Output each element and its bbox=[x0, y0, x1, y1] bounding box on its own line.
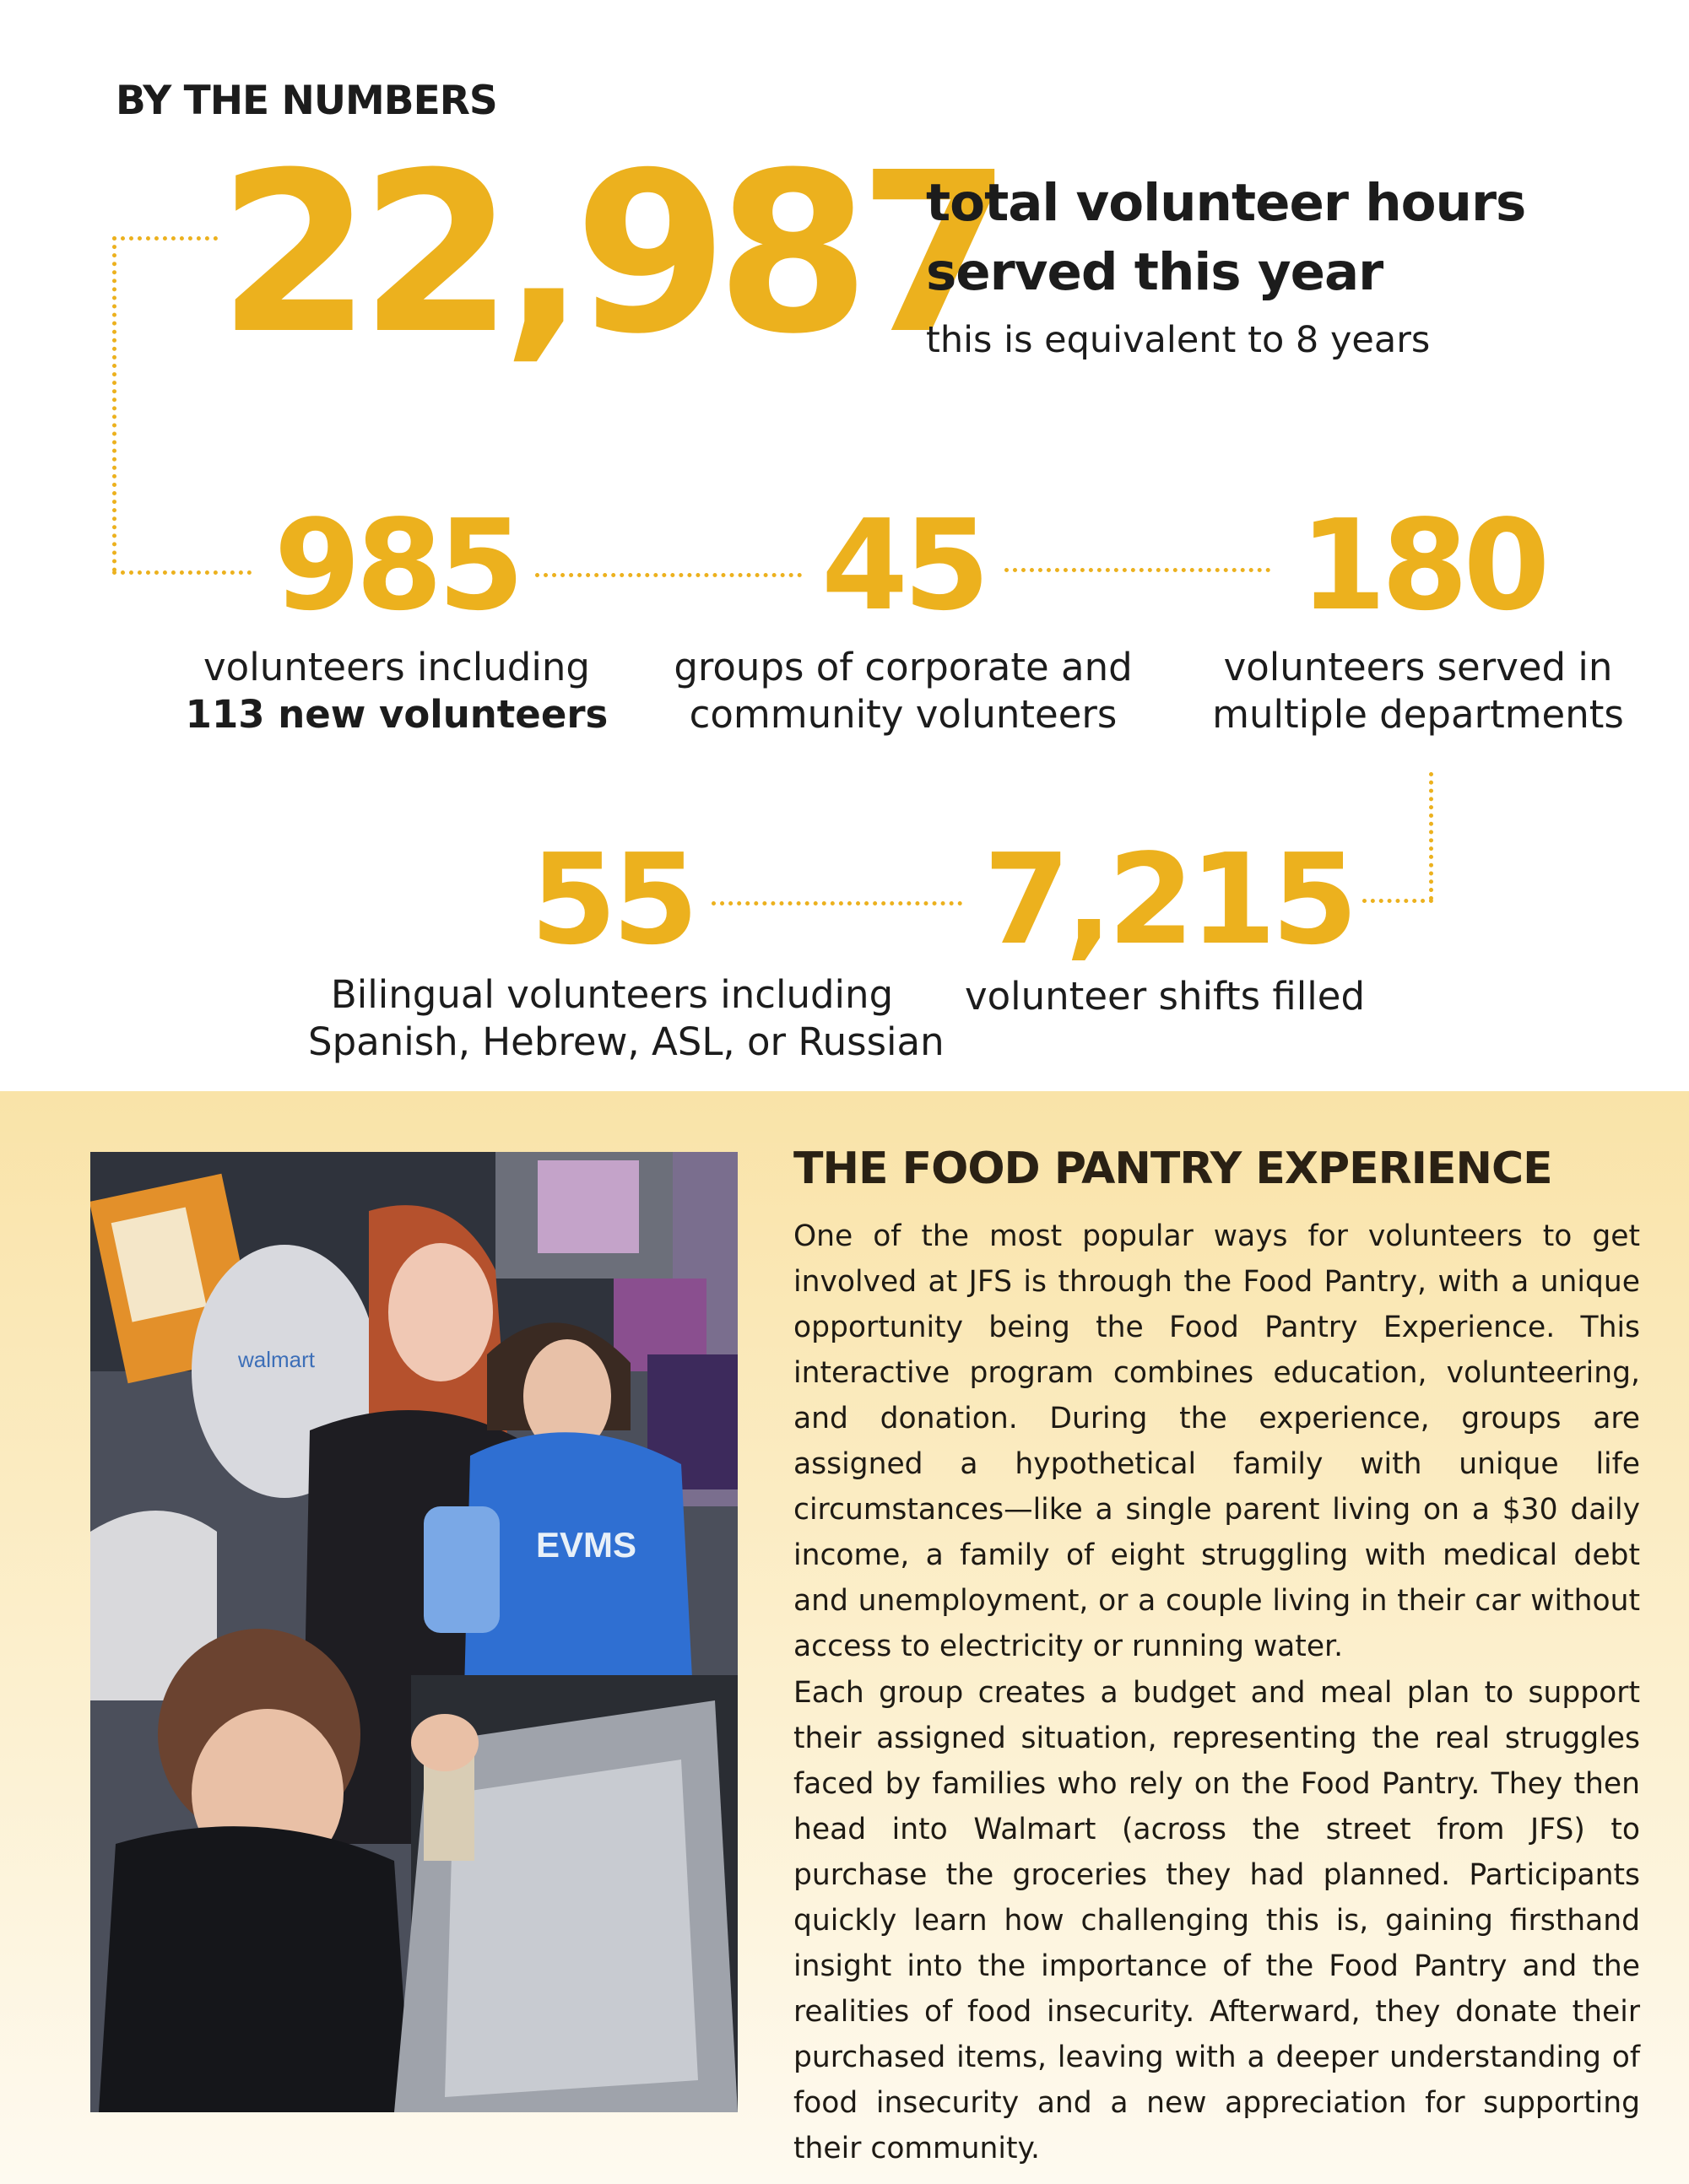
pantry-photo-illustration bbox=[90, 1152, 738, 2112]
pantry-title: THE FOOD PANTRY EXPERIENCE bbox=[793, 1143, 1552, 1194]
stat-shifts-desc: volunteer shifts filled bbox=[964, 974, 1366, 1019]
stat-multi-line1: volunteers served in bbox=[1223, 645, 1613, 689]
stat-volunteers-line2: 113 new volunteers bbox=[185, 692, 609, 737]
pantry-paragraph-1: One of the most popular ways for volunteers to get involved at JFS is through the Food Pantry, with a unique opportunity being the Food Pantry Experience. This interactive program combines education, volunteering, and donation. During the experience, groups are assigned a hypothetical family with unique life circumstances—like a single parent living on a $30 daily income, a family of eight struggling with medical debt and unemployment, or a couple living in their car without access to electricity or running water. bbox=[793, 1219, 1640, 1663]
connector-45-180 bbox=[1004, 568, 1270, 572]
photo-walmart-sign: walmart bbox=[238, 1347, 316, 1372]
stat-groups-line2: community volunteers bbox=[689, 692, 1118, 737]
connector-180-shifts bbox=[1362, 899, 1433, 903]
connector-180-vertical bbox=[1429, 772, 1433, 900]
connector-top-left bbox=[112, 236, 218, 241]
pantry-paragraph-2: Each group creates a budget and meal plan to support their assigned situation, representing the real struggles faced by families who rely on the Food Pantry. They then head into Walmart (across the street from JFS) to purchase the groceries they had planned. Participants quickly learn how challenging this is, gaining firsthand insight into the importance of the Food Pantry and the realities of food insecurity. Afterward, they donate their purchased items, leaving with a deeper understanding of food insecurity and a new appreciation for supporting their community. bbox=[793, 1676, 1640, 2165]
stat-bilingual-line2: Spanish, Hebrew, ASL, or Russian bbox=[308, 1019, 945, 1064]
stat-volunteers-desc bbox=[160, 644, 633, 738]
hours-subtext: this is equivalent to 8 years bbox=[926, 319, 1431, 361]
stat-bilingual-number: 55 bbox=[530, 827, 694, 972]
photo-shirt-logo: EVMS bbox=[536, 1525, 637, 1565]
stat-bilingual-desc bbox=[308, 971, 945, 1066]
hours-label-line1: total volunteer hours bbox=[926, 173, 1526, 233]
stat-shifts-number: 7,215 bbox=[983, 827, 1354, 972]
hours-label-line2: served this year bbox=[926, 242, 1383, 302]
stat-volunteers-number: 985 bbox=[273, 493, 520, 638]
stat-multi-desc bbox=[1207, 644, 1629, 738]
stat-multi-number: 180 bbox=[1299, 493, 1546, 638]
connector-left-vertical bbox=[112, 236, 116, 572]
connector-985-45 bbox=[535, 573, 802, 577]
stat-groups-number: 45 bbox=[821, 493, 985, 638]
section-title: BY THE NUMBERS bbox=[116, 78, 497, 124]
stat-groups-line1: groups of corporate and bbox=[674, 645, 1133, 689]
stat-multi-line2: multiple departments bbox=[1212, 692, 1624, 737]
hours-number: 22,987 bbox=[218, 125, 1001, 382]
stat-volunteers-line1: volunteers including bbox=[203, 645, 590, 689]
hours-label bbox=[926, 169, 1686, 307]
connector-left-985 bbox=[112, 570, 252, 575]
stat-bilingual-line1: Bilingual volunteers including bbox=[330, 972, 894, 1017]
pantry-photo bbox=[90, 1152, 738, 2112]
connector-55-shifts bbox=[712, 901, 962, 905]
stat-groups-desc bbox=[658, 644, 1148, 738]
